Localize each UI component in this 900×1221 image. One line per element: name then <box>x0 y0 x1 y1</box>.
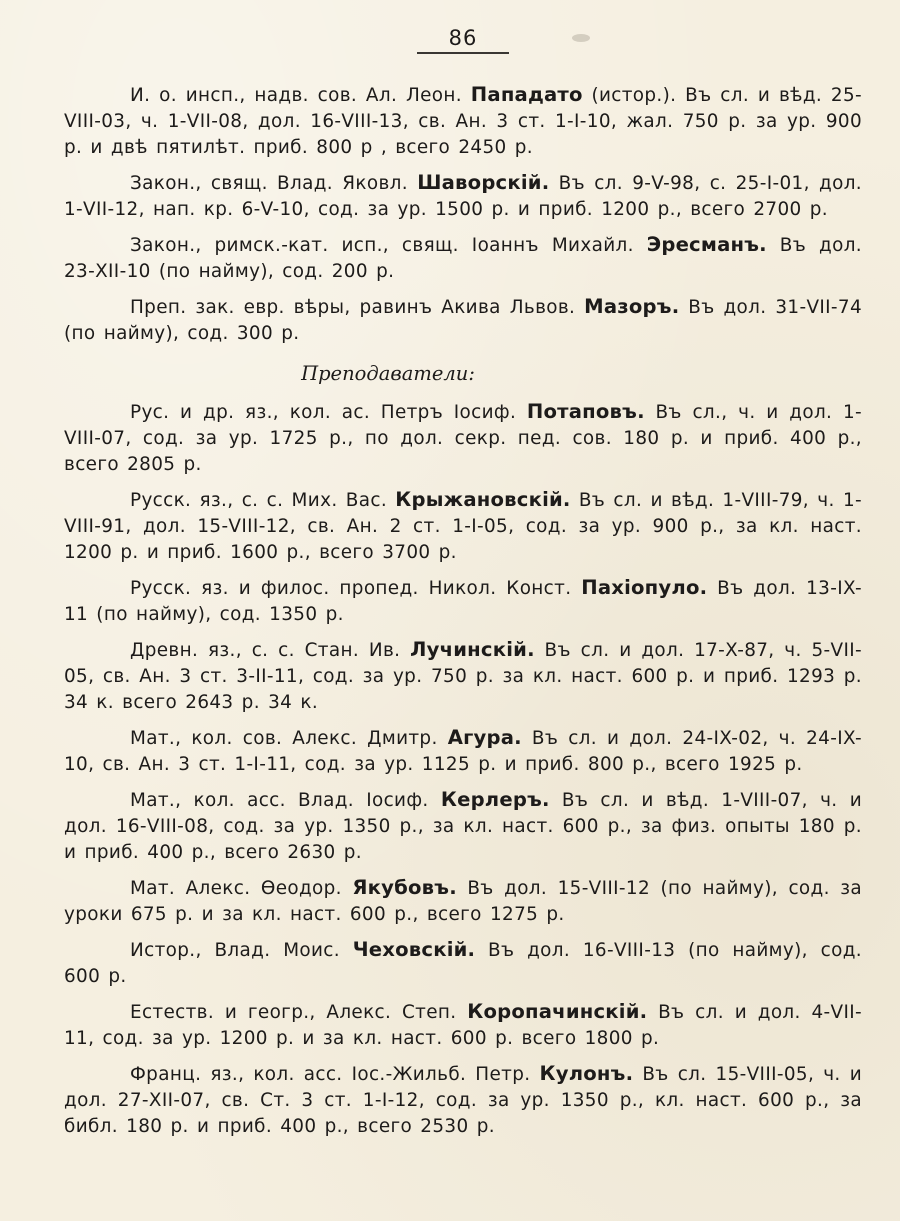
entry-post: Въ сл. и дол. 4-VII-11, сод. за ур. 1200 р. и за кл. наст. 600 р. всего 1800 р. <box>64 1001 862 1049</box>
entry-pre: Истор., Влад. Моис. <box>130 939 340 961</box>
entry-pre: Преп. зак. евр. вѣры, равинъ Акива Львов. <box>130 296 576 318</box>
entry-post: Въ дол. 15-VIII-12 (по найму), сод. за уроки 675 р. и за кл. наст. 600 р., всего 1275 р. <box>64 877 863 925</box>
entry-pre: Естеств. и геогр., Алекс. Степ. <box>130 1001 457 1023</box>
paper-stain <box>572 34 590 42</box>
entry-surname: Якубовъ. <box>352 875 457 899</box>
entry-surname: Пахіопуло. <box>581 575 708 599</box>
entry-post: Въ сл., ч. и дол. 1-VIII-07, сод. за ур. 1725 р., по дол. секр. пед. сов. 180 р. и приб. 400 р., всего 2805 р. <box>64 401 862 475</box>
entry-surname: Кулонъ. <box>539 1061 634 1085</box>
entry-post: Въ дол. 23-XII-10 (по найму), сод. 200 р. <box>64 234 863 282</box>
entry-pre: Закон., свящ. Влад. Яковл. <box>130 172 408 194</box>
entry-surname: Шаворскій. <box>417 170 550 194</box>
entry-chekhovsky <box>64 937 862 990</box>
entry-post: Въ дол. 13-IX-11 (по найму), сод. 1350 р. <box>64 577 862 625</box>
entry-surname: Потаповъ. <box>526 399 645 423</box>
page-number: 86 <box>448 26 478 50</box>
entry-post: Въ сл. 9-V-98, с. 25-I-01, дол. 1-VII-12, нап. кр. 6-V-10, сод. за ур. 1500 р. и приб. 1200 р., всего 2700 р. <box>64 172 863 220</box>
entry-luchinsky <box>64 637 862 716</box>
entry-surname: Чеховскій. <box>352 937 476 961</box>
entry-post: Въ сл. и дол. 17-X-87, ч. 5-VII-05, св. Ан. 3 ст. 3-II-11, сод. за ур. 750 р. за кл. наст. 600 р. и приб. 1293 р. 34 к. всего 2643 р. 34 к. <box>64 639 862 713</box>
entry-post: Въ сл. и вѣд. 1-VIII-07, ч. и дол. 16-VIII-08, сод. за ур. 1350 р., за кл. наст. 600 р., за физ. опыты 180 р. и приб. 400 р., всего 2630 р. <box>64 789 863 863</box>
entry-pre: Мат., кол. асс. Влад. Іосиф. <box>130 789 429 811</box>
entry-pre: Рус. и др. яз., кол. ас. Петръ Іосиф. <box>130 401 517 423</box>
entry-surname: Агура. <box>447 725 522 749</box>
entry-potapov <box>64 399 862 478</box>
entry-surname: Лучинскій. <box>410 637 535 661</box>
entries-before-section <box>64 82 862 347</box>
entry-shavorsky <box>64 170 862 223</box>
entry-yakubov <box>64 875 862 928</box>
entry-pre: Мат. Алекс. Өеодор. <box>130 877 342 899</box>
entry-pre: Древн. яз., с. с. Стан. Ив. <box>130 639 401 661</box>
entry-surname: Керлеръ. <box>440 787 550 811</box>
entry-post: Въ сл. и вѣд. 1-VIII-79, ч. 1-VIII-91, дол. 15-VIII-12, св. Ан. 2 ст. 1-I-05, сод. за ур. 900 р., за кл. наст. 1200 р. и приб. 1600 р., всего 3700 р. <box>64 489 862 563</box>
entry-pre: Мат., кол. сов. Алекс. Дмитр. <box>130 727 438 749</box>
entry-kryzhanovsky <box>64 487 862 566</box>
entry-pre: Франц. яз., кол. асс. Іос.-Жильб. Петр. <box>130 1063 531 1085</box>
entry-pre: Русск. яз., с. с. Мих. Вас. <box>130 489 388 511</box>
entry-pre: Закон., римск.-кат. исп., свящ. Іоаннъ Михайл. <box>130 234 634 256</box>
entry-pre: И. о. инсп., надв. сов. Ал. Леон. <box>130 84 462 106</box>
entry-kulon <box>64 1061 862 1140</box>
entry-eresman <box>64 232 862 285</box>
entry-post: Въ сл. и дол. 24-IX-02, ч. 24-IX-10, св. Ан. 3 ст. 1-I-11, сод. за ур. 1125 р. и приб. 800 р., всего 1925 р. <box>64 727 862 775</box>
entry-post: (истор.). Въ сл. и вѣд. 25-VIII-03, ч. 1-VII-08, дол. 16-VIII-13, св. Ан. 3 ст. 1-I-10, жал. 750 р. за ур. 900 р. и двѣ пятилѣт. приб. 800 р , всего 2450 р. <box>64 84 862 158</box>
entry-papadato <box>64 82 862 161</box>
entry-surname: Пападато <box>470 82 583 106</box>
entry-post: Въ дол. 31-VII-74 (по найму), сод. 300 р. <box>64 296 863 344</box>
entry-agura <box>64 725 862 778</box>
entry-kerler <box>64 787 862 866</box>
page-number-rule <box>417 52 509 54</box>
entry-surname: Эресманъ. <box>646 232 767 256</box>
entry-surname: Коропачинскій. <box>467 999 648 1023</box>
entries-after-section <box>64 399 862 1140</box>
entry-pakhiopulo <box>64 575 862 628</box>
section-heading: Преподаватели: <box>301 361 475 385</box>
entry-pre: Русск. яз. и филос. пропед. Никол. Конст. <box>130 577 572 599</box>
entry-koropachinsky <box>64 999 862 1052</box>
entry-surname: Мазоръ. <box>584 294 680 318</box>
entry-mazor <box>64 294 862 347</box>
entry-surname: Крыжановскій. <box>395 487 571 511</box>
entry-post: Въ дол. 16-VIII-13 (по найму), сод. 600 р. <box>64 939 862 987</box>
entry-post: Въ сл. 15-VIII-05, ч. и дол. 27-XII-07, св. Ст. 3 ст. 1-I-12, сод. за ур. 1350 р., кл. наст. 600 р., за библ. 180 р. и приб. 400 р., всего 2530 р. <box>64 1063 862 1137</box>
